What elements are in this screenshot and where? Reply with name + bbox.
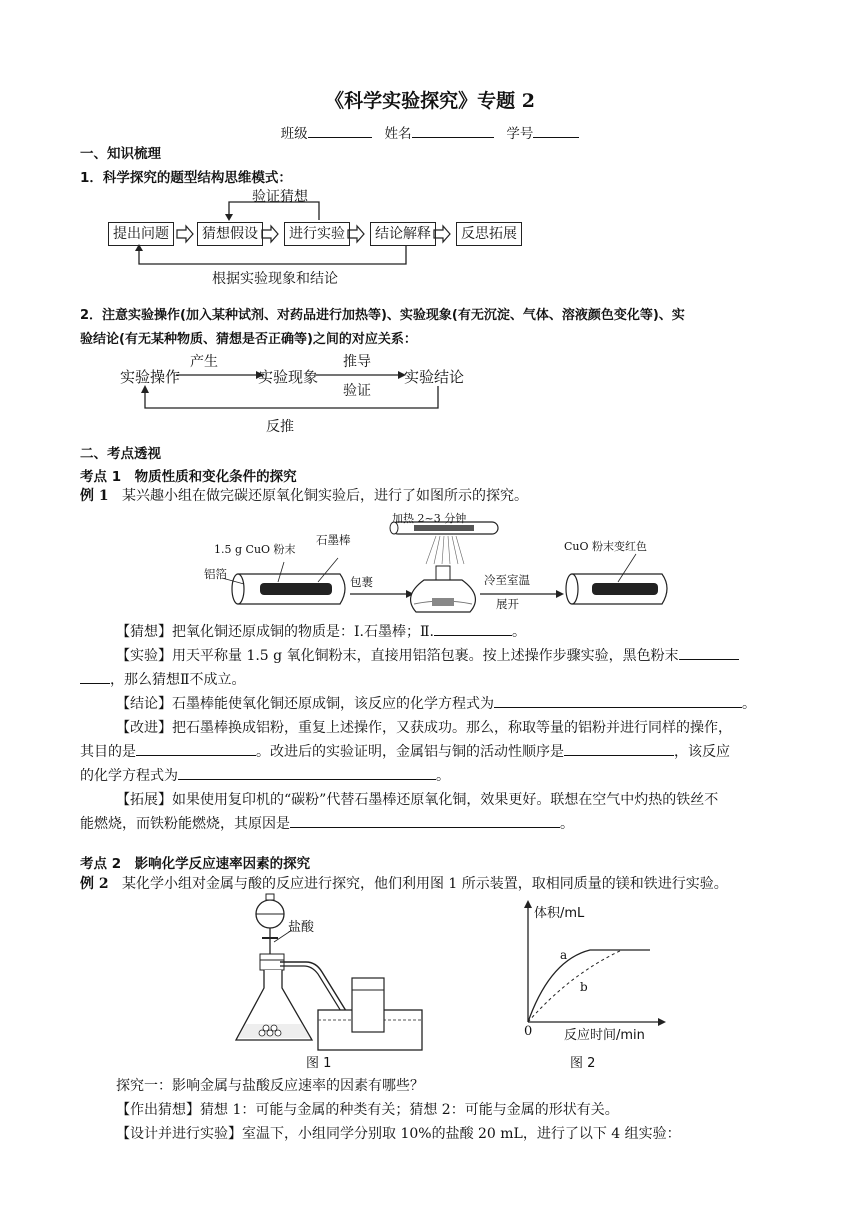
conclusion-blank (494, 693, 742, 708)
extension-line-b: 能燃烧，而铁粉能燃烧，其原因是 。 (80, 812, 574, 836)
point1-heading: 考点 1 物质性质和变化条件的探究 (80, 469, 297, 485)
flow2-node-operation: 实验操作 (120, 368, 181, 386)
fig1-red-label: CuO 粉末变红色 (564, 540, 648, 553)
flow1-box-3: 进行实验 (284, 222, 350, 246)
example1-line (80, 484, 528, 508)
item1-text: 1．科学探究的题型结构思维模式： (80, 170, 292, 186)
acid-label: 盐酸 (288, 920, 315, 935)
improve-line-a: 【改进】把石墨棒换成铝粉，重复上述操作，又获成功。那么，称取等量的铝粉并进行同样的操作， (116, 720, 732, 736)
name-label: 姓名 (384, 126, 412, 142)
experiment-text-a: 【实验】用天平称量 1.5 g 氧化铜粉末，直接用铝箔包裹。按上述操作步骤实验，黑色粉末 (116, 648, 679, 664)
example1-label: 例 1 (80, 488, 109, 504)
flow2-node-conclusion: 实验结论 (404, 368, 465, 386)
guess-blank (434, 621, 512, 636)
improve-text-b2: 。改进后的实验证明，金属铝与铜的活动性顺序是 (256, 744, 564, 760)
extension-text-b: 能燃烧，而铁粉能燃烧，其原因是 (80, 816, 290, 832)
fig1-wrap-label: 包裹 (350, 575, 373, 589)
section1-heading: 一、知识梳理 (80, 146, 161, 162)
flow2-verify: 验证 (343, 383, 371, 399)
graph-ylabel: 体积/mL (534, 906, 585, 921)
improve-order-blank (564, 741, 674, 756)
improve-text-b1: 其目的是 (80, 744, 136, 760)
point2-heading: 考点 2 影响化学反应速率因素的探究 (80, 856, 311, 872)
flow2-produce: 产生 (190, 354, 218, 370)
experiment-blank (679, 645, 739, 660)
fig1-heat-label: 加热 2~3 分钟 (392, 512, 467, 525)
flow1-box-2: 猜想假设 (197, 222, 263, 246)
inquiry1-line: 探究一：影响金属与盐酸反应速率的因素有哪些？ (116, 1078, 424, 1094)
example1-text: 某兴趣小组在做完碳还原氧化铜实验后，进行了如图所示的探究。 (121, 488, 528, 504)
graph-xlabel: 反应时间/min (564, 1028, 645, 1043)
design-line: 【设计并进行实验】室温下，小组同学分别取 10%的盐酸 20 mL，进行了以下 4 组实验： (116, 1126, 681, 1142)
conclusion-text: 【结论】石墨棒能使氧化铜还原成铜，该反应的化学方程式为 (116, 696, 494, 712)
flow2-derive: 推导 (343, 354, 371, 370)
id-blank (533, 123, 579, 138)
curve-a-label: a (560, 948, 568, 962)
experiment-text-b: ，那么猜想Ⅱ不成立。 (110, 672, 246, 688)
extension-line-a: 【拓展】如果使用复印机的“碳粉”代替石墨棒还原氧化铜，效果更好。联想在空气中灼热的铁丝不 (116, 792, 719, 808)
graph-origin: 0 (524, 1024, 533, 1039)
flow2-node-phenomenon: 实验现象 (258, 368, 319, 386)
student-info-line (0, 122, 860, 142)
curve-b-label: b (580, 980, 588, 994)
flow1-top-label: 验证猜想 (252, 189, 308, 205)
class-blank (308, 123, 372, 138)
flow2-arrows (110, 350, 480, 430)
example2-text: 某化学小组对金属与酸的反应进行探究，他们利用图 1 所示装置，取相同质量的镁和铁进行实验。 (121, 876, 728, 892)
fig1-foil-label: 铝箔 (204, 567, 227, 581)
class-label: 班级 (280, 126, 308, 142)
figure-2-caption: 图 2 (570, 1056, 596, 1071)
section2-heading: 二、考点透视 (80, 446, 161, 462)
experiment-blank-cont (80, 669, 110, 684)
flow1-box-4: 结论解释 (370, 222, 436, 246)
conclusion-line: 【结论】石墨棒能使氧化铜还原成铜，该反应的化学方程式为 。 (116, 692, 756, 716)
improve-line-b (80, 740, 730, 764)
improve-purpose-blank (136, 741, 256, 756)
fig1-graphite-label: 石墨棒 (316, 533, 351, 547)
fig1-cool-label: 冷至室温 (484, 573, 530, 587)
improve-text-b3: ，该反应 (674, 744, 730, 760)
experiment-line-a (116, 644, 739, 668)
experiment-line-b (80, 668, 246, 692)
flow2-reverse: 反推 (266, 419, 294, 435)
improve-equation-blank (178, 765, 436, 780)
extension-blank (290, 813, 560, 828)
guess-text: 【猜想】把氧化铜还原成铜的物质是：Ⅰ.石墨棒；Ⅱ. (116, 624, 434, 640)
page-title: 《科学实验探究》专题 2 (325, 90, 535, 112)
name-blank (412, 123, 494, 138)
fig1-unfold-label: 展开 (496, 597, 519, 611)
guess-line: 【猜想】把氧化铜还原成铜的物质是：Ⅰ.石墨棒；Ⅱ. 。 (116, 620, 526, 644)
flow1-box-1: 提出问题 (108, 222, 174, 246)
hypothesis-line: 【作出猜想】猜想 1：可能与金属的种类有关；猜想 2：可能与金属的形状有关。 (116, 1102, 619, 1118)
item2-line1: 2．注意实验操作(加入某种试剂、对药品进行加热等)、实验现象(有无沉淀、气体、溶液颜色变化等)、实 (80, 308, 685, 323)
flow1-bottom-label: 根据实验现象和结论 (212, 271, 338, 287)
apparatus-drawing (226, 892, 426, 1052)
flow1-box-5: 反思拓展 (456, 222, 522, 246)
figure-1-caption: 图 1 (306, 1056, 332, 1071)
id-label: 学号 (506, 126, 534, 142)
fig1-cuo-label: 1.5 g CuO 粉末 (214, 543, 296, 556)
item2-line2: 验结论(有无某种物质、猜想是否正确等)之间的对应关系： (80, 332, 417, 347)
improve-text-c: 的化学方程式为 (80, 768, 178, 784)
example2-label: 例 2 (80, 876, 109, 892)
improve-line-c: 的化学方程式为 。 (80, 764, 450, 788)
